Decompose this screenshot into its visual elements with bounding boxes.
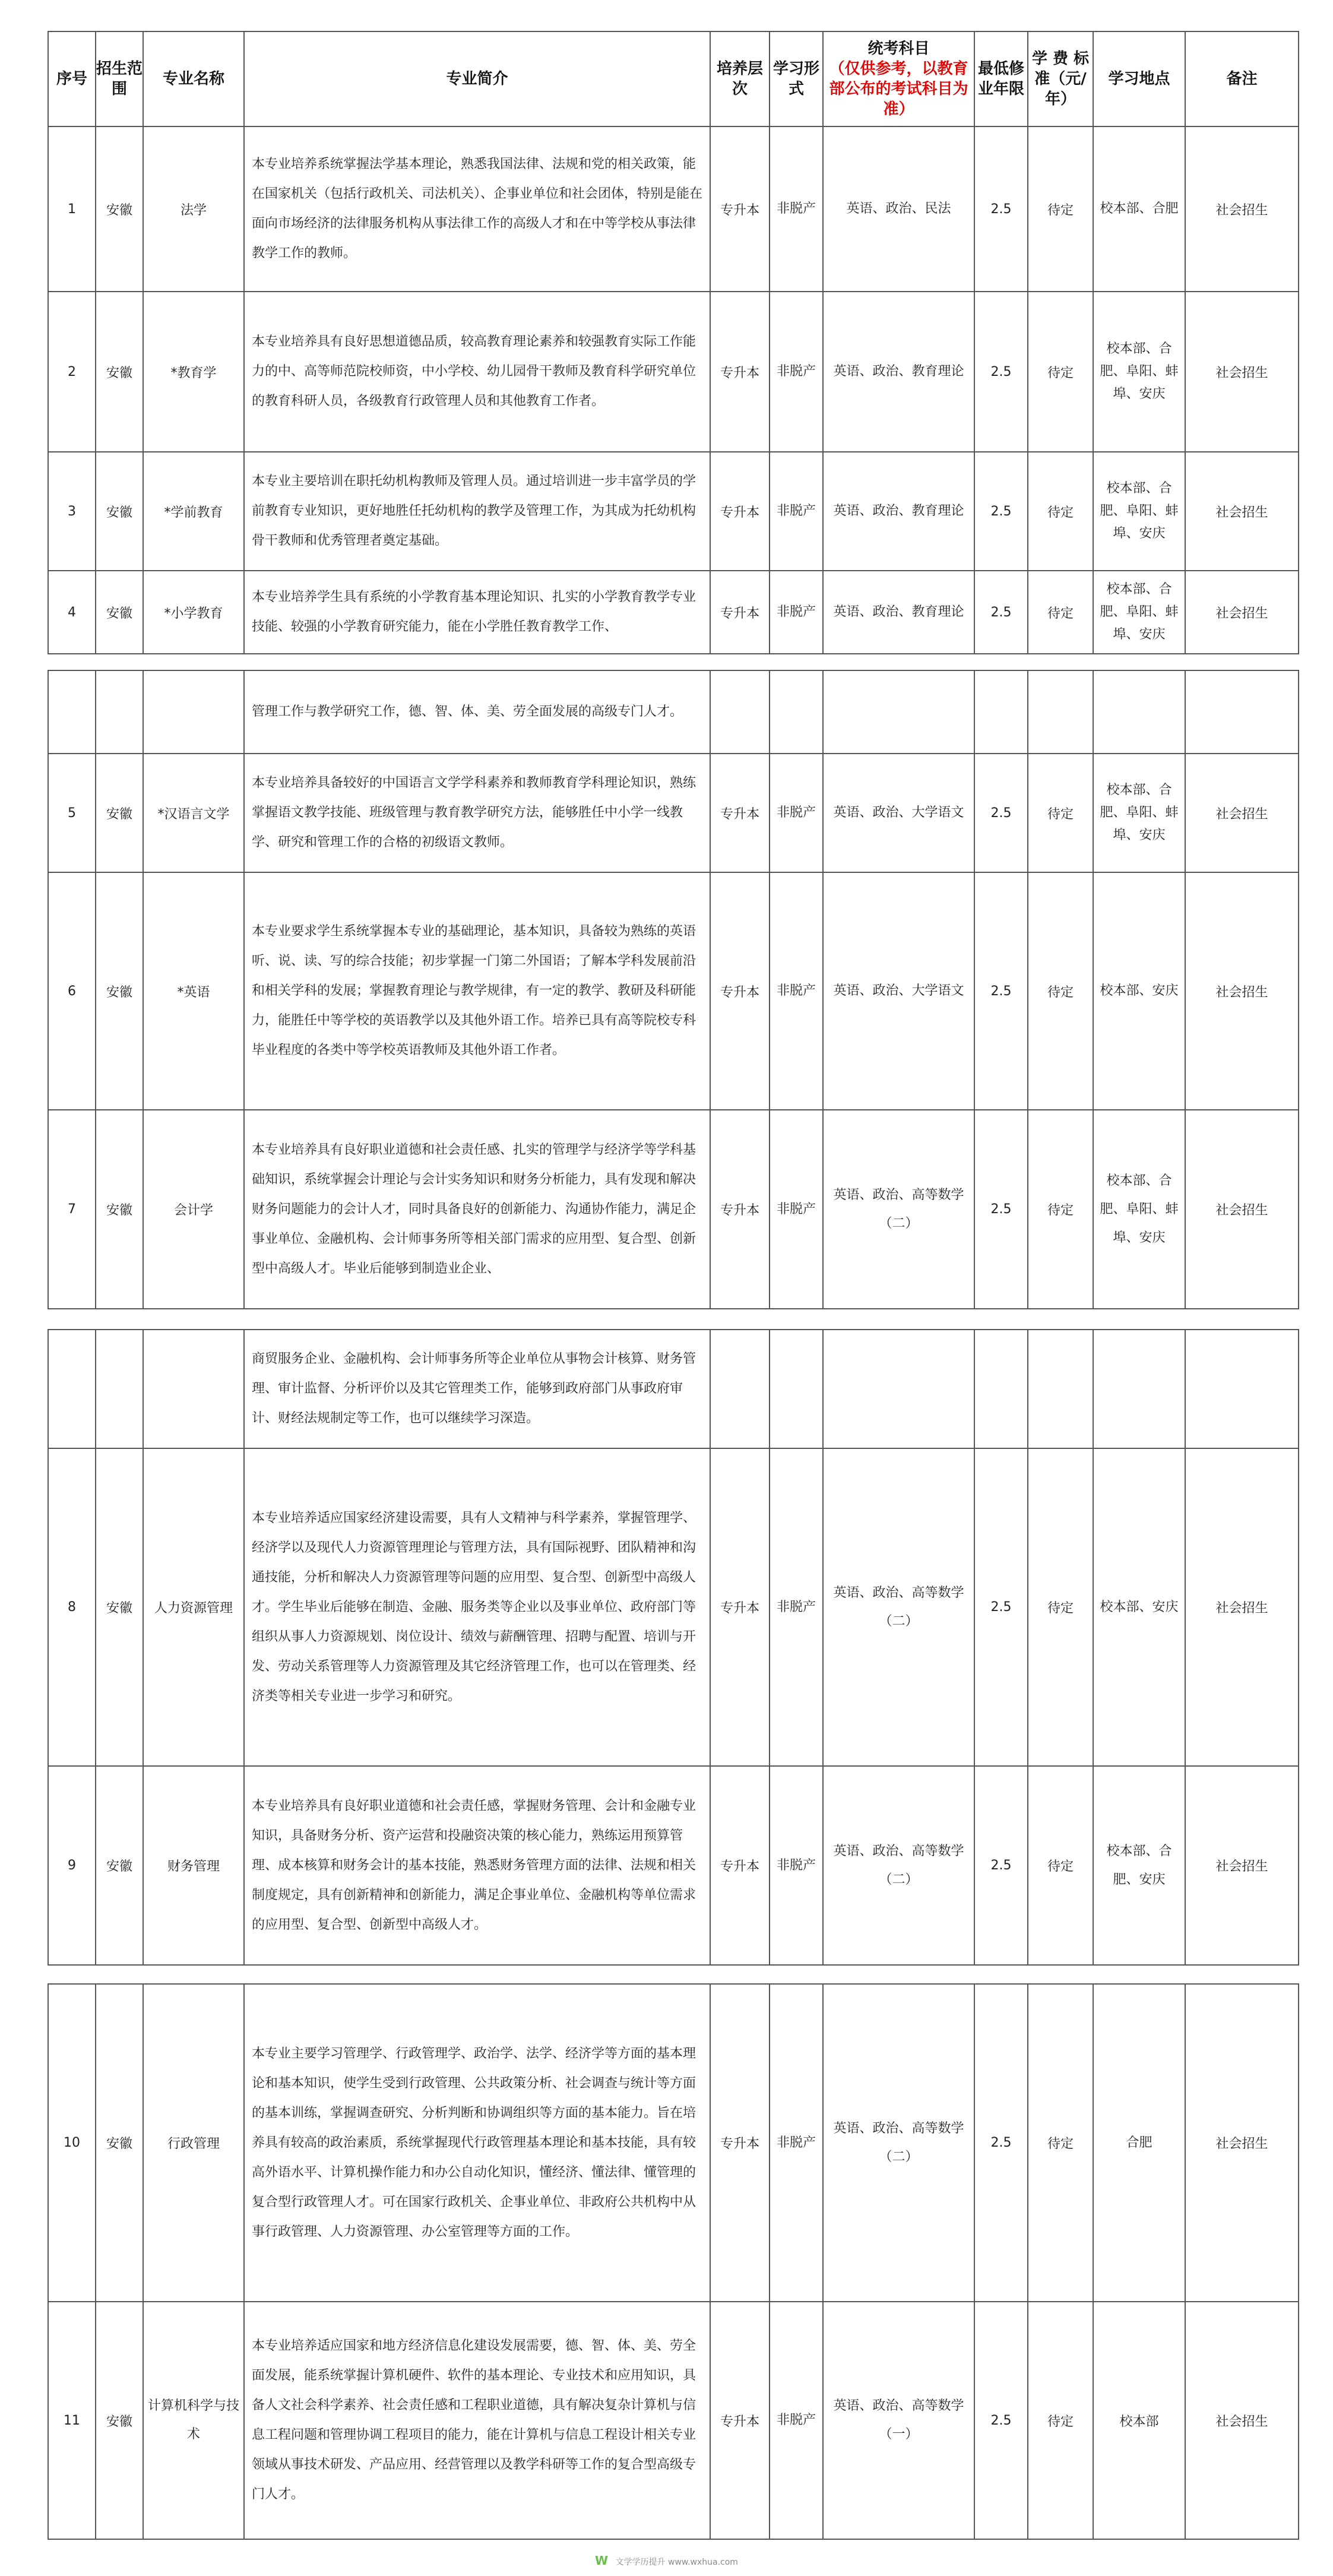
cell-place: 校本部、安庆 bbox=[1093, 1448, 1185, 1766]
cell-fee: 待定 bbox=[1028, 1110, 1093, 1309]
table-row bbox=[48, 1110, 1299, 1309]
cell-empty bbox=[823, 1330, 974, 1448]
cell-range: 安徽 bbox=[96, 126, 143, 292]
table-segment-4 bbox=[48, 1983, 1298, 2540]
cell-empty bbox=[1185, 1330, 1299, 1448]
cell-form: 非脱产 bbox=[770, 754, 823, 872]
cell-fee: 待定 bbox=[1028, 754, 1093, 872]
cell-major: 法学 bbox=[143, 126, 244, 292]
footer-watermark bbox=[0, 2553, 1333, 2571]
cell-no: 7 bbox=[48, 1110, 96, 1309]
table-row bbox=[48, 1984, 1299, 2302]
cell-place: 校本部、合肥 bbox=[1093, 126, 1185, 292]
cell-exam: 英语、政治、高等数学（一） bbox=[823, 2302, 974, 2539]
cell-form: 非脱产 bbox=[770, 2302, 823, 2539]
table-row bbox=[48, 1766, 1299, 1965]
cell-empty bbox=[974, 1330, 1028, 1448]
cell-years: 2.5 bbox=[974, 452, 1028, 571]
cell-no: 10 bbox=[48, 1984, 96, 2302]
cell-place: 校本部、合肥、安庆 bbox=[1093, 1766, 1185, 1965]
cell-form: 非脱产 bbox=[770, 1448, 823, 1766]
table-header-row bbox=[48, 31, 1299, 126]
cell-level: 专升本 bbox=[710, 571, 770, 654]
cell-range: 安徽 bbox=[96, 2302, 143, 2539]
cell-empty bbox=[1093, 1330, 1185, 1448]
cell-form: 非脱产 bbox=[770, 872, 823, 1110]
table-row bbox=[48, 571, 1299, 654]
cell-form: 非脱产 bbox=[770, 452, 823, 571]
table-segment-2 bbox=[48, 670, 1298, 1309]
table-row-continued bbox=[48, 670, 1299, 754]
footer-text: 文学学历提升 www.wxhua.com bbox=[615, 2558, 738, 2567]
cell-level: 专升本 bbox=[710, 1448, 770, 1766]
table-row bbox=[48, 452, 1299, 571]
cell-empty bbox=[823, 670, 974, 754]
cell-remark: 社会招生 bbox=[1185, 1766, 1299, 1965]
cell-level: 专升本 bbox=[710, 1110, 770, 1309]
cell-major: 计算机科学与技术 bbox=[143, 2302, 244, 2539]
cell-fee: 待定 bbox=[1028, 126, 1093, 292]
cell-major: 人力资源管理 bbox=[143, 1448, 244, 1766]
cell-no: 2 bbox=[48, 292, 96, 452]
cell-fee: 待定 bbox=[1028, 872, 1093, 1110]
cell-remark: 社会招生 bbox=[1185, 452, 1299, 571]
cell-major: *学前教育 bbox=[143, 452, 244, 571]
cell-place: 校本部、合肥、阜阳、蚌埠、安庆 bbox=[1093, 571, 1185, 654]
cell-range: 安徽 bbox=[96, 452, 143, 571]
cell-years: 2.5 bbox=[974, 754, 1028, 872]
cell-remark: 社会招生 bbox=[1185, 2302, 1299, 2539]
table-segment-1 bbox=[48, 31, 1298, 654]
cell-years: 2.5 bbox=[974, 1448, 1028, 1766]
cell-place: 校本部、合肥、阜阳、蚌埠、安庆 bbox=[1093, 754, 1185, 872]
cell-intro: 本专业培养适应国家经济建设需要，具有人文精神与科学素养，掌握管理学、经济学以及现代人力资源管理理论与管理方法，具有国际视野、团队精神和沟通技能，分析和解决人力资源管理等问题的应用型、复合型、创新型中高级人才。学生毕业后能够在制造、金融、服务类等企业以及事业单位、政府部门等组织从事人力资源规划、岗位设计、绩效与薪酬管理、招聘与配置、培训与开发、劳动关系管理等人力资源管理及其它经济管理工作，也可以在管理类、经济类等相关专业进一步学习和研究。 bbox=[244, 1448, 710, 1766]
cell-years: 2.5 bbox=[974, 1984, 1028, 2302]
cell-empty bbox=[1028, 670, 1093, 754]
cell-empty bbox=[710, 1330, 770, 1448]
cell-no: 3 bbox=[48, 452, 96, 571]
cell-form: 非脱产 bbox=[770, 126, 823, 292]
cell-empty bbox=[48, 670, 96, 754]
cell-range: 安徽 bbox=[96, 571, 143, 654]
cell-no: 11 bbox=[48, 2302, 96, 2539]
cell-exam: 英语、政治、高等数学（二） bbox=[823, 1448, 974, 1766]
cell-exam: 英语、政治、大学语文 bbox=[823, 754, 974, 872]
cell-exam: 英语、政治、高等数学（二） bbox=[823, 1984, 974, 2302]
cell-intro: 本专业培养系统掌握法学基本理论，熟悉我国法律、法规和党的相关政策，能在国家机关（包括行政机关、司法机关）、企事业单位和社会团体，特别是能在面向市场经济的法律服务机构从事法律工作的高级人才和在中等学校从事法律教学工作的教师。 bbox=[244, 126, 710, 292]
cell-years: 2.5 bbox=[974, 292, 1028, 452]
cell-level: 专升本 bbox=[710, 292, 770, 452]
cell-no: 8 bbox=[48, 1448, 96, 1766]
cell-years: 2.5 bbox=[974, 872, 1028, 1110]
cell-empty bbox=[1028, 1330, 1093, 1448]
col-exam bbox=[823, 31, 974, 126]
exam-title: 统考科目 bbox=[867, 40, 930, 58]
cell-place: 校本部、合肥、阜阳、蚌埠、安庆 bbox=[1093, 292, 1185, 452]
cell-place: 合肥 bbox=[1093, 1984, 1185, 2302]
cell-level: 专升本 bbox=[710, 872, 770, 1110]
cell-years: 2.5 bbox=[974, 1110, 1028, 1309]
site-logo-icon: W bbox=[595, 2553, 609, 2568]
cell-range: 安徽 bbox=[96, 1110, 143, 1309]
cell-fee: 待定 bbox=[1028, 1984, 1093, 2302]
cell-intro: 本专业培养适应国家和地方经济信息化建设发展需要，德、智、体、美、劳全面发展，能系统掌握计算机硬件、软件的基本理论、专业技术和应用知识，具备人文社会科学素养、社会责任感和工程职业道德，具有解决复杂计算机与信息工程问题和管理协调工程项目的能力，能在计算机与信息工程设计相关专业领域从事技术研发、产品应用、经营管理以及教学科研等工作的复合型高级专门人才。 bbox=[244, 2302, 710, 2539]
cell-no: 9 bbox=[48, 1766, 96, 1965]
cell-place: 校本部、合肥、阜阳、蚌埠、安庆 bbox=[1093, 1110, 1185, 1309]
cell-no: 4 bbox=[48, 571, 96, 654]
cell-remark: 社会招生 bbox=[1185, 1984, 1299, 2302]
cell-form: 非脱产 bbox=[770, 1766, 823, 1965]
cell-exam: 英语、政治、高等数学（二） bbox=[823, 1766, 974, 1965]
cell-major: *汉语言文学 bbox=[143, 754, 244, 872]
cell-fee: 待定 bbox=[1028, 571, 1093, 654]
col-remark: 备注 bbox=[1185, 31, 1299, 126]
cell-remark: 社会招生 bbox=[1185, 754, 1299, 872]
col-intro: 专业简介 bbox=[244, 31, 710, 126]
table-row bbox=[48, 292, 1299, 452]
cell-no: 5 bbox=[48, 754, 96, 872]
cell-form: 非脱产 bbox=[770, 292, 823, 452]
cell-no: 6 bbox=[48, 872, 96, 1110]
table-segment-3 bbox=[48, 1329, 1298, 1966]
col-range: 招生范围 bbox=[96, 31, 143, 126]
cell-level: 专升本 bbox=[710, 452, 770, 571]
cell-range: 安徽 bbox=[96, 872, 143, 1110]
table-row-continued bbox=[48, 1330, 1299, 1448]
cell-empty bbox=[1093, 670, 1185, 754]
cell-years: 2.5 bbox=[974, 126, 1028, 292]
table-row bbox=[48, 2302, 1299, 2539]
cell-exam: 英语、政治、教育理论 bbox=[823, 571, 974, 654]
cell-exam: 英语、政治、教育理论 bbox=[823, 452, 974, 571]
cell-intro: 本专业培养具有良好职业道德和社会责任感，掌握财务管理、会计和金融专业知识，具备财务分析、资产运营和投融资决策的核心能力，熟练运用预算管理、成本核算和财务会计的基本技能，熟悉财务管理方面的法律、法规和相关制度规定，具有创新精神和创新能力，满足企事业单位、金融机构等单位需求的应用型、复合型、创新型中高级人才。 bbox=[244, 1766, 710, 1965]
cell-level: 专升本 bbox=[710, 1766, 770, 1965]
cell-years: 2.5 bbox=[974, 571, 1028, 654]
cell-form: 非脱产 bbox=[770, 1984, 823, 2302]
cell-form: 非脱产 bbox=[770, 1110, 823, 1309]
col-major: 专业名称 bbox=[143, 31, 244, 126]
cell-intro-cont: 管理工作与教学研究工作，德、智、体、美、劳全面发展的高级专门人才。 bbox=[244, 670, 710, 754]
col-fee: 学 费 标 准（元/年） bbox=[1028, 31, 1093, 126]
cell-exam: 英语、政治、大学语文 bbox=[823, 872, 974, 1110]
cell-level: 专升本 bbox=[710, 754, 770, 872]
cell-intro: 本专业培养具有良好职业道德和社会责任感、扎实的管理学与经济学等学科基础知识，系统掌握会计理论与会计实务知识和财务分析能力，具有发现和解决财务问题能力的会计人才，同时具备良好的创新能力、沟通协作能力，满足企事业单位、金融机构、会计师事务所等相关部门需求的应用型、复合型、创新型中高级人才。毕业后能够到制造业企业、 bbox=[244, 1110, 710, 1309]
cell-major: 行政管理 bbox=[143, 1984, 244, 2302]
cell-remark: 社会招生 bbox=[1185, 126, 1299, 292]
col-place: 学习地点 bbox=[1093, 31, 1185, 126]
cell-exam: 英语、政治、民法 bbox=[823, 126, 974, 292]
cell-intro: 本专业培养具有良好思想道德品质，较高教育理论素养和较强教育实际工作能力的中、高等师范院校师资，中小学校、幼儿园骨干教师及教育科学研究单位的教育科研人员，各级教育行政管理人员和其他教育工作者。 bbox=[244, 292, 710, 452]
cell-empty bbox=[710, 670, 770, 754]
col-level: 培养层次 bbox=[710, 31, 770, 126]
cell-years: 2.5 bbox=[974, 1766, 1028, 1965]
cell-level: 专升本 bbox=[710, 1984, 770, 2302]
cell-major: *英语 bbox=[143, 872, 244, 1110]
cell-empty bbox=[974, 670, 1028, 754]
col-form: 学习形式 bbox=[770, 31, 823, 126]
cell-intro: 本专业要求学生系统掌握本专业的基础理论，基本知识，具备较为熟练的英语听、说、读、写的综合技能；初步掌握一门第二外国语；了解本学科发展前沿和相关学科的发展；掌握教育理论与教学规律，有一定的教学、教研及科研能力，能胜任中等学校的英语教学以及其他外语工作。培养已具有高等院校专科毕业程度的各类中等学校英语教师及其他外语工作者。 bbox=[244, 872, 710, 1110]
table-row bbox=[48, 872, 1299, 1110]
cell-intro-cont: 商贸服务企业、金融机构、会计师事务所等企业单位从事物会计核算、财务管理、审计监督、分析评价以及其它管理类工作，能够到政府部门从事政府审计、财经法规制定等工作，也可以继续学习深造。 bbox=[244, 1330, 710, 1448]
table-row bbox=[48, 126, 1299, 292]
exam-note: （仅供参考，以教育部公布的考试科目为准） bbox=[829, 60, 968, 118]
cell-remark: 社会招生 bbox=[1185, 1110, 1299, 1309]
cell-empty bbox=[96, 670, 143, 754]
cell-remark: 社会招生 bbox=[1185, 872, 1299, 1110]
cell-major: *小学教育 bbox=[143, 571, 244, 654]
cell-major: 财务管理 bbox=[143, 1766, 244, 1965]
cell-years: 2.5 bbox=[974, 2302, 1028, 2539]
majors-table-3 bbox=[48, 1329, 1299, 1966]
table-row bbox=[48, 1448, 1299, 1766]
cell-intro: 本专业培养具备较好的中国语言文学学科素养和教师教育学科理论知识，熟练掌握语文教学技能、班级管理与教育教学研究方法，能够胜任中小学一线教学、研究和管理工作的合格的初级语文教师。 bbox=[244, 754, 710, 872]
cell-intro: 本专业培养学生具有系统的小学教育基本理论知识、扎实的小学教育教学专业技能、较强的小学教育研究能力，能在小学胜任教育教学工作、 bbox=[244, 571, 710, 654]
cell-exam: 英语、政治、教育理论 bbox=[823, 292, 974, 452]
cell-fee: 待定 bbox=[1028, 2302, 1093, 2539]
cell-level: 专升本 bbox=[710, 126, 770, 292]
cell-range: 安徽 bbox=[96, 1766, 143, 1965]
cell-fee: 待定 bbox=[1028, 1448, 1093, 1766]
cell-major: *教育学 bbox=[143, 292, 244, 452]
cell-range: 安徽 bbox=[96, 1448, 143, 1766]
col-no: 序号 bbox=[48, 31, 96, 126]
cell-place: 校本部、安庆 bbox=[1093, 872, 1185, 1110]
cell-empty bbox=[48, 1330, 96, 1448]
cell-exam: 英语、政治、高等数学（二） bbox=[823, 1110, 974, 1309]
cell-intro: 本专业主要培训在职托幼机构教师及管理人员。通过培训进一步丰富学员的学前教育专业知识，更好地胜任托幼机构的教学及管理工作，为其成为托幼机构骨干教师和优秀管理者奠定基础。 bbox=[244, 452, 710, 571]
cell-level: 专升本 bbox=[710, 2302, 770, 2539]
cell-empty bbox=[770, 670, 823, 754]
cell-range: 安徽 bbox=[96, 754, 143, 872]
cell-range: 安徽 bbox=[96, 1984, 143, 2302]
cell-place: 校本部、合肥、阜阳、蚌埠、安庆 bbox=[1093, 452, 1185, 571]
col-years: 最低修业年限 bbox=[974, 31, 1028, 126]
cell-remark: 社会招生 bbox=[1185, 571, 1299, 654]
cell-place: 校本部 bbox=[1093, 2302, 1185, 2539]
majors-table-4 bbox=[48, 1983, 1299, 2540]
table-row bbox=[48, 754, 1299, 872]
cell-fee: 待定 bbox=[1028, 1766, 1093, 1965]
cell-empty bbox=[143, 1330, 244, 1448]
cell-fee: 待定 bbox=[1028, 292, 1093, 452]
cell-major: 会计学 bbox=[143, 1110, 244, 1309]
cell-empty bbox=[770, 1330, 823, 1448]
cell-no: 1 bbox=[48, 126, 96, 292]
cell-remark: 社会招生 bbox=[1185, 292, 1299, 452]
cell-remark: 社会招生 bbox=[1185, 1448, 1299, 1766]
cell-range: 安徽 bbox=[96, 292, 143, 452]
majors-table-2 bbox=[48, 670, 1299, 1309]
majors-table-1 bbox=[48, 31, 1299, 654]
cell-empty bbox=[143, 670, 244, 754]
cell-intro: 本专业主要学习管理学、行政管理学、政治学、法学、经济学等方面的基本理论和基本知识，使学生受到行政管理、公共政策分析、社会调查与统计等方面的基本训练，掌握调查研究、分析判断和协调组织等方面的基本能力。旨在培养具有较高的政治素质，系统掌握现代行政管理基本理论和基本技能，具有较高外语水平、计算机操作能力和办公自动化知识，懂经济、懂法律、懂管理的复合型行政管理人才。可在国家行政机关、企事业单位、非政府公共机构中从事行政管理、人力资源管理、办公室管理等方面的工作。 bbox=[244, 1984, 710, 2302]
cell-form: 非脱产 bbox=[770, 571, 823, 654]
cell-empty bbox=[1185, 670, 1299, 754]
cell-empty bbox=[96, 1330, 143, 1448]
cell-fee: 待定 bbox=[1028, 452, 1093, 571]
